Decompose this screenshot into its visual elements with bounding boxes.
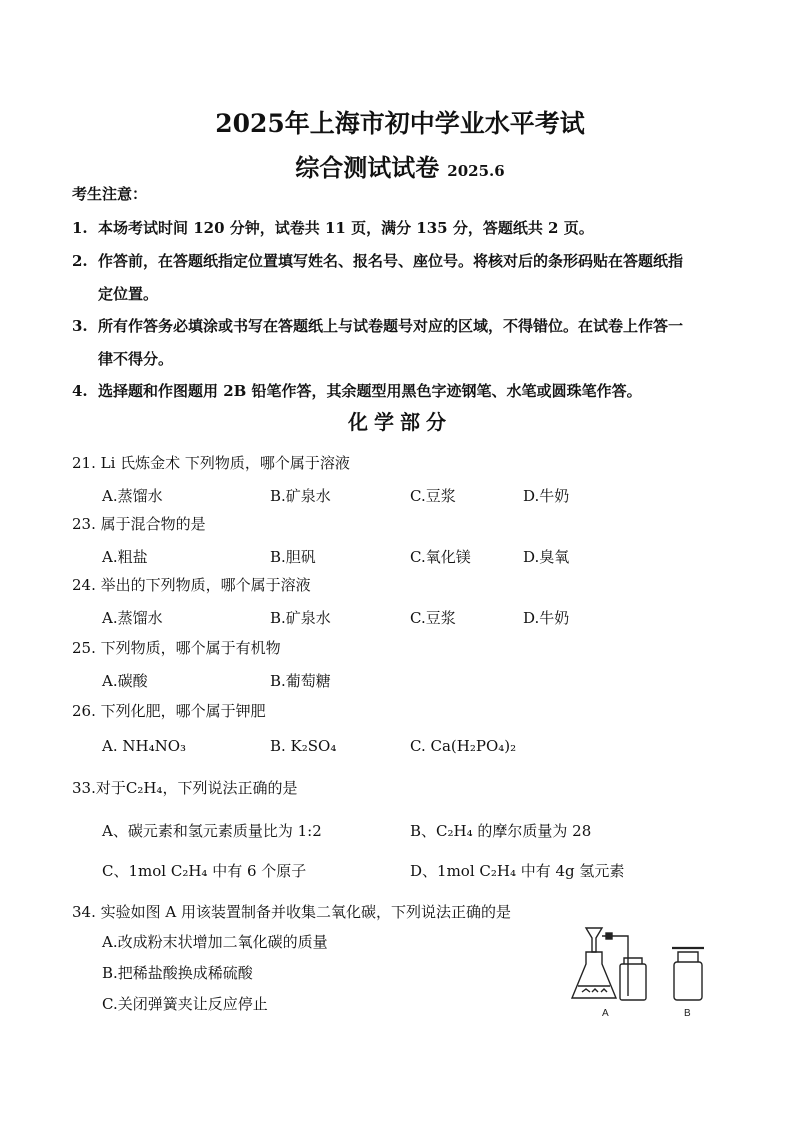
question-23-option-a: A.粗盐 — [102, 548, 148, 566]
notice-num: 3. — [72, 317, 88, 335]
notice-num: 2. — [72, 252, 88, 270]
question-25-stem: 25. 下列物质，哪个属于有机物 — [72, 639, 281, 657]
question-24-option-d: D.牛奶 — [523, 609, 570, 627]
question-24-option-a: A.蒸馏水 — [102, 609, 163, 627]
notice-item-2 — [72, 245, 742, 311]
question-23-stem: 23. 属于混合物的是 — [72, 515, 206, 533]
apparatus-diagram — [568, 912, 718, 1022]
question-34-option-a: A.改成粉末状增加二氧化碳的质量 — [102, 933, 328, 951]
bottle-neck — [624, 958, 642, 964]
question-21-option-a: A.蒸馏水 — [102, 487, 163, 505]
notice-item-4 — [72, 375, 742, 408]
spring-clamp — [606, 933, 612, 939]
notice-text-cont: 律不得分。 — [98, 350, 174, 368]
notice-num: 4. — [72, 382, 88, 400]
notice-text: 作答前，在答题纸指定位置填写姓名、报名号、座位号。将核对后的条形码贴在答题纸指 — [98, 252, 684, 270]
question-21-stem: 21. Li 氏炼金术 下列物质，哪个属于溶液 — [72, 454, 350, 472]
question-34-stem: 34. 实验如图 A 用该装置制备并收集二氧化碳，下列说法正确的是 — [72, 903, 511, 921]
notice-item-1 — [72, 212, 742, 245]
question-26-stem: 26. 下列化肥，哪个属于钾肥 — [72, 702, 266, 720]
question-33-option-c: C、1mol C₂H₄ 中有 6 个原子 — [102, 862, 307, 880]
notice-num: 1. — [72, 219, 88, 237]
question-33-option-d: D、1mol C₂H₄ 中有 4g 氢元素 — [410, 862, 625, 880]
question-34-option-b: B.把稀盐酸换成稀硫酸 — [102, 964, 253, 982]
section-title: 化学部分 — [348, 410, 452, 434]
question-33-option-a: A、碳元素和氢元素质量比为 1:2 — [102, 822, 322, 840]
question-23-option-c: C.氧化镁 — [410, 548, 471, 566]
subtitle-text: 综合测试试卷 — [295, 153, 440, 182]
question-26-option-b: B. K₂SO₄ — [270, 737, 337, 755]
exam-date: 2025.6 — [447, 162, 505, 180]
notice-heading: 考生注意： — [72, 185, 148, 203]
question-23-option-b: B.胆矾 — [270, 548, 316, 566]
question-25-option-b: B.葡萄糖 — [270, 672, 331, 690]
notice-item-3 — [72, 310, 742, 376]
question-24-stem: 24. 举出的下列物质，哪个属于溶液 — [72, 576, 311, 594]
question-23-option-d: D.臭氧 — [523, 548, 570, 566]
question-34-option-c: C.关闭弹簧夹让反应停止 — [102, 995, 268, 1013]
question-33-option-b: B、C₂H₄ 的摩尔质量为 28 — [410, 822, 592, 840]
question-21-option-c: C.豆浆 — [410, 487, 456, 505]
notice-text: 所有作答务必填涂或书写在答题纸上与试卷题号对应的区域，不得错位。在试卷上作答一 — [98, 317, 684, 335]
figure-label-a: A — [602, 1008, 609, 1019]
question-25-option-a: A.碳酸 — [102, 672, 148, 690]
bottle-b-neck — [678, 952, 698, 962]
question-24-option-c: C.豆浆 — [410, 609, 456, 627]
funnel-shape — [586, 928, 602, 952]
question-21-option-b: B.矿泉水 — [270, 487, 331, 505]
question-24-option-b: B.矿泉水 — [270, 609, 331, 627]
question-21-option-d: D.牛奶 — [523, 487, 570, 505]
apparatus-figure — [568, 912, 718, 1022]
notice-text: 选择题和作图题用 2B 铅笔作答，其余题型用黑色字迹钢笔、水笔或圆珠笔作答。 — [98, 382, 642, 400]
notice-text: 本场考试时间 120 分钟，试卷共 11 页，满分 135 分，答题纸共 2 页。 — [98, 219, 594, 237]
gas-bottle-b — [674, 962, 702, 1000]
collecting-bottle — [620, 964, 646, 1000]
figure-label-b: B — [684, 1008, 691, 1019]
solid-pieces — [582, 989, 607, 992]
question-33-stem: 33.对于C₂H₄，下列说法正确的是 — [72, 779, 298, 797]
notice-text-cont: 定位置。 — [98, 285, 159, 303]
exam-subtitle — [0, 148, 800, 183]
question-26-option-a: A. NH₄NO₃ — [102, 737, 187, 755]
question-26-option-c: C. Ca(H₂PO₄)₂ — [410, 737, 517, 755]
conical-flask — [572, 952, 616, 998]
exam-title: 2025年上海市初中学业水平考试 — [215, 109, 585, 138]
